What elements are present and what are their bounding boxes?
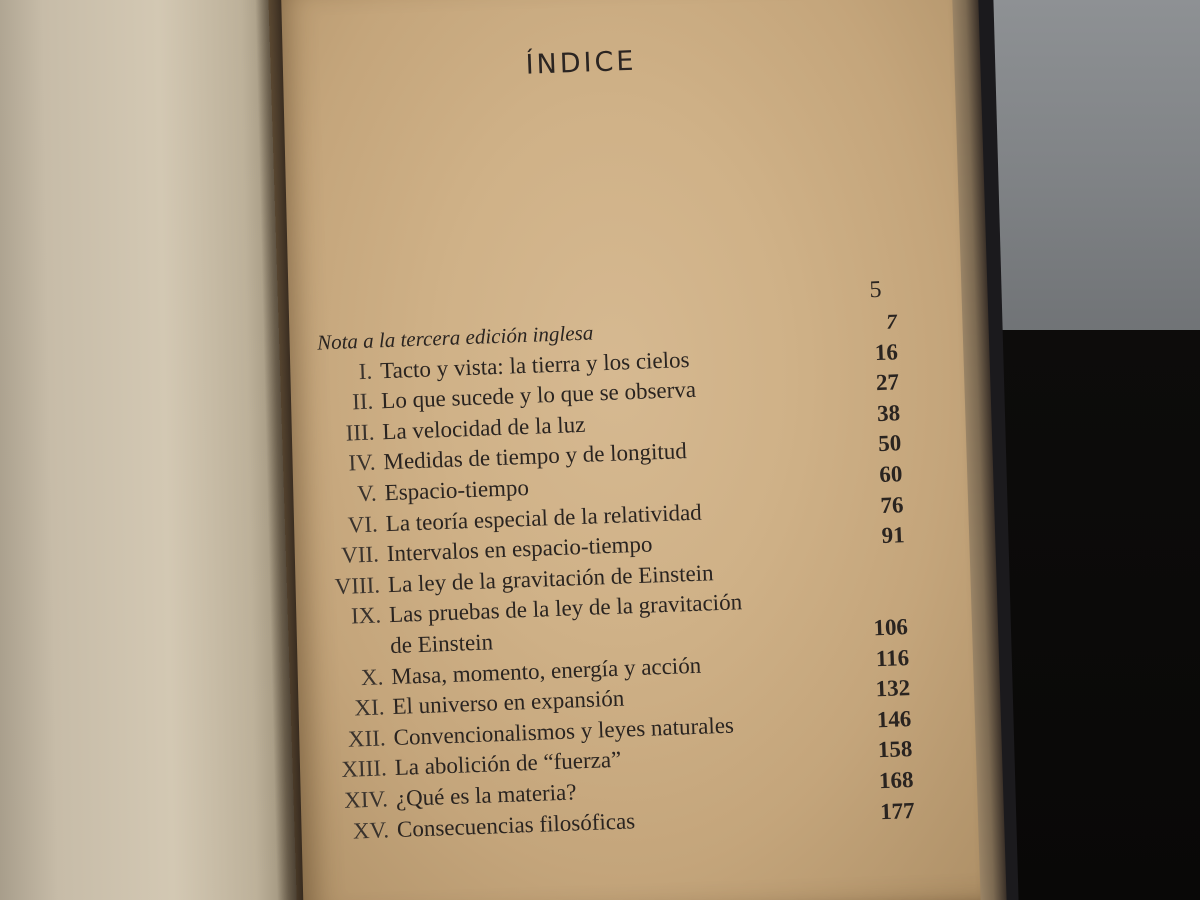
chapter-title: Nota a la tercera edición inglesa	[316, 320, 594, 355]
leader-dots	[829, 431, 830, 461]
leader-dots	[828, 401, 829, 431]
chapter-number: VI.	[347, 511, 379, 538]
chapter-title: Masa, momento, energía y acción	[390, 652, 702, 689]
page-number: 158	[877, 736, 913, 763]
page-number: 50	[877, 430, 902, 457]
page-number: 106	[872, 614, 909, 641]
chapter-title: La ley de la gravitación de Einstein	[387, 560, 714, 597]
leader-dots	[839, 707, 840, 737]
leader-dots	[832, 523, 833, 553]
page-number: 116	[875, 644, 910, 671]
chapter-number: VIII.	[334, 572, 381, 599]
chapter-number: X.	[360, 663, 384, 690]
chapter-title: Convencionalismos y leyes naturales	[393, 712, 735, 750]
chapter-title: Intervalos en espacio-tiempo	[386, 531, 653, 567]
chapter-title: ¿Qué es la materia?	[395, 779, 577, 811]
page-number: 132	[875, 675, 911, 702]
chapter-number: XIII.	[340, 755, 388, 783]
chapter-title: La teoría especial de la relatividad	[385, 499, 703, 536]
chapter-number: I.	[358, 358, 373, 384]
chapter-number: IX.	[350, 602, 382, 629]
table-of-contents	[300, 17, 949, 844]
page-number: 16	[874, 338, 899, 365]
page-number: 177	[879, 797, 916, 824]
index-title: ÍNDICE	[525, 45, 637, 81]
leader-dots	[842, 798, 843, 828]
chapter-number: VII.	[340, 541, 380, 569]
chapter-title: El universo en expansión	[392, 685, 625, 720]
page-number: 27	[875, 369, 900, 396]
chapter-title: Lo que sucede y lo que se observa	[380, 376, 697, 414]
page-number: 146	[876, 705, 912, 733]
chapter-number: XV.	[352, 816, 390, 844]
chapter-title: Consecuencias filosóficas	[396, 807, 636, 842]
leader-dots	[830, 462, 831, 492]
leader-dots	[840, 737, 841, 767]
page-number: 91	[881, 522, 905, 549]
leader-dots	[915, 612, 916, 642]
top-page-number: 5	[869, 276, 883, 304]
chapter-title: Las pruebas de la ley de la gravitación	[388, 589, 743, 628]
chapter-number: XIV.	[343, 786, 389, 813]
leader-dots	[826, 370, 827, 400]
chapter-title: Medidas de tiempo y de longitud	[383, 438, 688, 475]
page-number: 168	[878, 767, 914, 794]
leader-dots	[831, 492, 832, 522]
leader-dots	[841, 768, 842, 798]
chapter-title: Espacio-tiempo	[384, 474, 530, 506]
chapter-number: XI.	[354, 694, 385, 721]
leader-dots	[837, 645, 838, 675]
leader-dots	[825, 340, 826, 370]
chapter-number: XII.	[347, 725, 387, 752]
leader-dots	[812, 309, 813, 339]
leader-dots	[833, 554, 834, 584]
chapter-title: Tacto y vista: la tierra y los cielos	[379, 346, 690, 383]
chapter-title: de Einstein	[389, 629, 494, 659]
chapter-number: V.	[356, 480, 378, 507]
page-number: 7	[885, 309, 898, 334]
chapter-number: IV.	[348, 449, 376, 476]
page-number: 60	[878, 461, 903, 488]
chapter-number: II.	[351, 388, 374, 415]
chapter-title: La velocidad de la luz	[381, 411, 586, 445]
leader-dots	[838, 676, 839, 706]
chapter-title: La abolición de “fuerza”	[394, 747, 622, 781]
page-number: 76	[879, 491, 904, 518]
chapter-number: III.	[345, 419, 375, 446]
page-number: 38	[876, 400, 901, 426]
